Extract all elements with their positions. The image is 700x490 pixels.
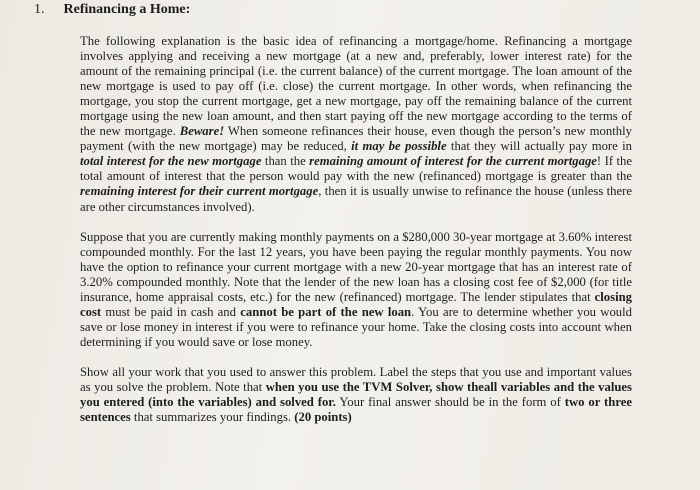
paragraph-segment: , then it is usually unwise to refinance the house (unless there are other circumstances involved). [80, 184, 632, 214]
paragraph-segment: when you use the TVM Solver, show theall variables and the values you entered (into the variables) and solved for. [80, 379, 632, 410]
paragraph-segment: two or three sentences [80, 395, 632, 425]
paragraph-mortgage-scenario [80, 230, 632, 350]
paragraph-segment: cannot be part of the new loan [240, 304, 412, 319]
paragraph-segment: When someone refinances their house, even though the person’s new monthly payment (with the new mortgage) may be reduced, [80, 124, 632, 154]
question-heading [34, 2, 190, 18]
question-number: 1. [34, 2, 45, 17]
paragraph-segment: remaining amount of interest for the current mortgage [309, 154, 597, 169]
paragraph-segment: Your final answer should be in the form of [335, 395, 565, 410]
paragraph-segment: ! If the total amount of interest that the person would pay with the new (refinanced) mortgage is greater than the [80, 154, 632, 184]
paragraph-segment: Suppose that you are currently making monthly payments on a $280,000 30-year mortgage at 3.60% interest compounded monthly. For the last 12 years, you have been paying the regular monthly payments. You now have the option to refinance your current mortgage with a new 20-year mortgage that has an interest rate of 3.20% compounded monthly. Note that the lender of the new loan has a closing cost fee of $2,000 (for title insurance, home appraisal costs, etc.) for the new (refinanced) mortgage. The lender stipulates that [80, 229, 632, 304]
paragraph-instructions [80, 365, 632, 425]
paragraph-segment: than the [261, 154, 310, 169]
paragraph-segment: (20 points) [294, 410, 352, 425]
paragraph-segment: closing cost [80, 289, 632, 319]
paragraph-segment: Show all your work that you used to answer this problem. Label the steps that you use and important values as you solve the problem. Note that [80, 364, 632, 394]
question-title: Refinancing a Home: [63, 2, 191, 17]
paragraph-segment: remaining interest for their current mortgage [80, 184, 319, 199]
paragraph-segment: Beware! [179, 124, 225, 139]
paragraph-segment: total interest for the new mortgage [80, 154, 262, 169]
paragraph-segment: it may be possible [351, 139, 447, 154]
paragraph-segment: The following explanation is the basic idea of refinancing a mortgage/home. Refinancing a mortgage involves applying and receiving a new mortgage (at a new and, preferably, lower interest rate) for the amount of the remaining principal (i.e. the current balance) of the current mortgage. The loan amount of the new mortgage is used to pay off (i.e. close) the current mortgage. In other words, when refinancing the mortgage, you stop the current mortgage, get a new mortgage, pay off the remaining balance of the current mortgage using the new loan amount, and then start paying off the new mortgage according to the terms of the new mortgage. [80, 34, 632, 139]
paragraph-segment: that summarizes your findings. [130, 410, 295, 425]
paragraph-segment: must be paid in cash and [101, 304, 241, 319]
paragraph-segment: . You are to determine whether you would save or lose money in interest if you were to refinance your home. Take the closing costs into account when determining if you would save or lose money. [80, 304, 633, 349]
paragraph-segment: that they will actually pay more in [446, 139, 632, 154]
question-body [80, 34, 632, 425]
paragraph-refinancing-explanation [80, 34, 632, 215]
